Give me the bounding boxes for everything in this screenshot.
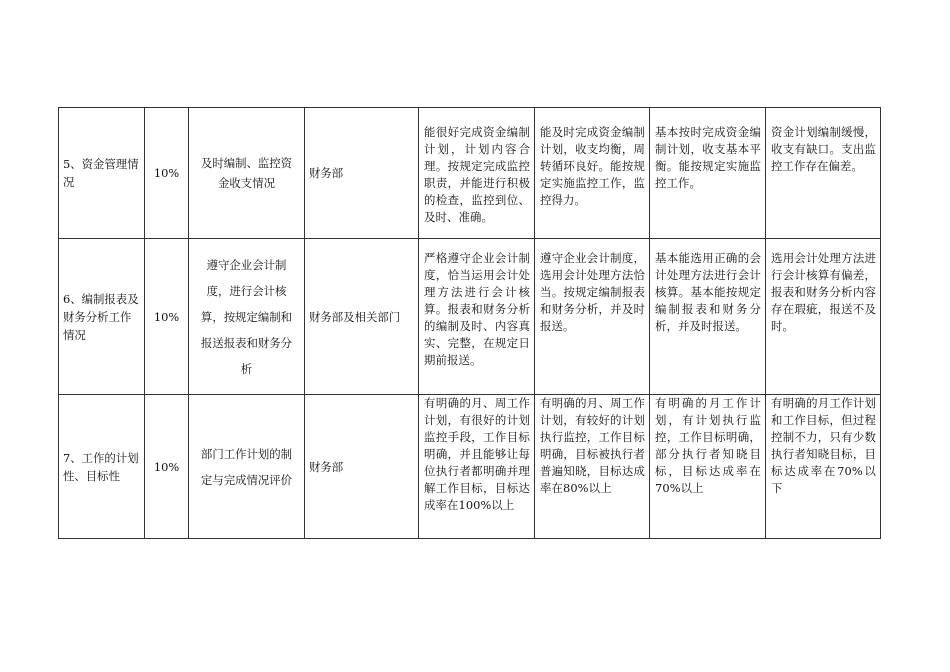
assessment-content-cell: 部门工作计划的制定与完成情况评价 (189, 395, 305, 539)
good-standard-cell: 有明确的月、周工作计划，有较好的计划执行监控，工作目标明确，目标被执行者普遍知晓，目标达成率在80%以上 (535, 395, 650, 539)
good-standard-cell: 遵守企业会计制度，选用会计处理方法恰当。按规定编制报表和财务分析，并及时报送。 (535, 239, 650, 395)
assessment-content-cell: 及时编制、监控资金收支情况 (189, 108, 305, 239)
weight-cell: 10% (145, 108, 189, 239)
item-name-cell: 6、编制报表及财务分析工作情况 (59, 239, 145, 395)
poor-standard-cell: 有明确的月工作计划和工作目标，但过程控制不力，只有少数执行者知晓目标，目标达成率在70%以下 (766, 395, 881, 539)
excellent-standard-cell: 能很好完成资金编制计划，计划内容合理。按规定完成监控职责，并能进行积极的检查，监控到位、及时、准确。 (419, 108, 535, 239)
excellent-standard-cell: 有明确的月、周工作计划，有很好的计划监控手段，工作目标明确，并且能够让每位执行者都明确并理解工作目标，目标达成率在100%以上 (419, 395, 535, 539)
excellent-standard-cell: 严格遵守企业会计制度，恰当运用会计处理方法进行会计核算。报表和财务分析的编制及时、内容真实、完整，在规定日期前报送。 (419, 239, 535, 395)
weight-cell: 10% (145, 395, 189, 539)
item-name-cell: 7、工作的计划性、目标性 (59, 395, 145, 539)
fair-standard-cell: 基本能选用正确的会计处理方法进行会计核算。基本能按规定编制报表和财务分析，并及时报送。 (650, 239, 766, 395)
fair-standard-cell: 有明确的月工作计划，有计划执行监控，工作目标明确，部分执行者知晓目标，目标达成率在70%以上 (650, 395, 766, 539)
poor-standard-cell: 选用会计处理方法进行会计核算有偏差，报表和财务分析内容存在瑕疵，报送不及时。 (766, 239, 881, 395)
evaluation-table-container (58, 107, 881, 539)
assessment-content-cell: 遵守企业会计制度，进行会计核算，按规定编制和报送报表和财务分析 (189, 239, 305, 395)
item-name-cell: 5、资金管理情况 (59, 108, 145, 239)
table-row (59, 395, 881, 539)
fair-standard-cell: 基本按时完成资金编制计划，收支基本平衡。能按规定实施监控工作。 (650, 108, 766, 239)
table-row (59, 239, 881, 395)
performance-evaluation-table (58, 107, 881, 539)
department-cell: 财务部 (305, 395, 419, 539)
weight-cell: 10% (145, 239, 189, 395)
good-standard-cell: 能及时完成资金编制计划，收支均衡，周转循环良好。能按规定实施监控工作，监控得力。 (535, 108, 650, 239)
table-row (59, 108, 881, 239)
department-cell: 财务部 (305, 108, 419, 239)
department-cell: 财务部及相关部门 (305, 239, 419, 395)
poor-standard-cell: 资金计划编制缓慢，收支有缺口。支出监控工作存在偏差。 (766, 108, 881, 239)
